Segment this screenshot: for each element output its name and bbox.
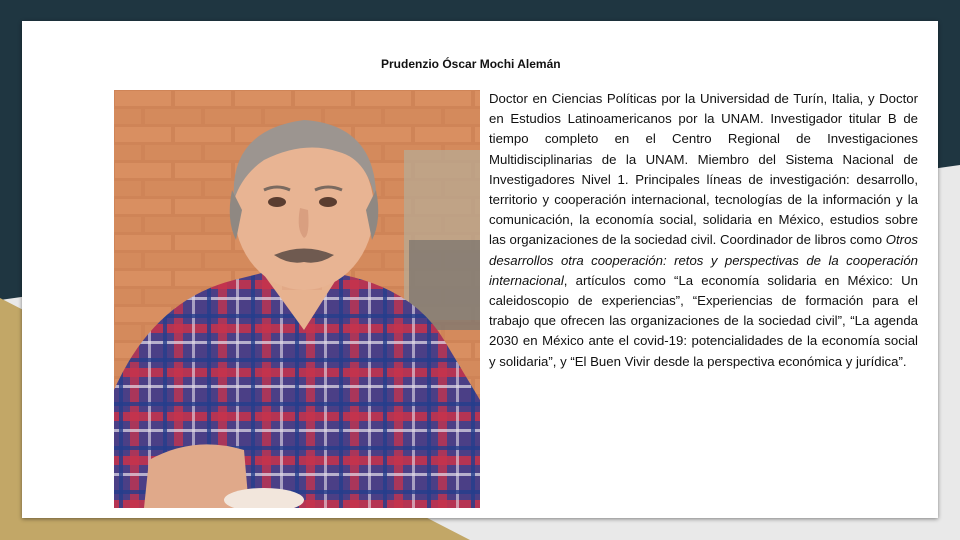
page-title: Prudenzio Óscar Mochi Alemán xyxy=(381,57,561,71)
portrait-photo xyxy=(114,90,480,508)
bio-text-part-2 xyxy=(554,253,561,268)
bio-paragraph xyxy=(489,89,918,372)
bio-text-part-3: , artículos como “La economía solidaria en México: Un caleidoscopio de experiencias”, “Experiencias de formación para el trabajo que ofrecen las organizaciones de la sociedad civil”, “La agenda 2030 en México ante el covid-19: potencialidades de la economía social y solidaria”, y “El Buen Vivir desde la perspectiva económica y jurídica”. xyxy=(489,272,918,369)
book-title-1: Otros desarrollos xyxy=(489,232,918,268)
bio-text-part-1: Doctor en Ciencias Políticas por la Universidad de Turín, Italia, y Doctor en Estudios Latinoamericanos por la UNAM. Investigador titular B de tiempo completo en el Centro Regional de Investigaciones Multidisciplinarias de la UNAM. Miembro del Sistema Nacional de Investigadores Nivel 1. Principales líneas de investigación: desarrollo, territorio y cooperación internacional, tecnologías de la información y la comunicación, la economía social, solidaria en México, estudios sobre las organizaciones de la sociedad civil. Coordinador de libros como xyxy=(489,91,918,248)
book-title-2: otra cooperación: retos y perspectivas de la cooperación internacional xyxy=(489,252,919,288)
slide xyxy=(22,21,938,518)
